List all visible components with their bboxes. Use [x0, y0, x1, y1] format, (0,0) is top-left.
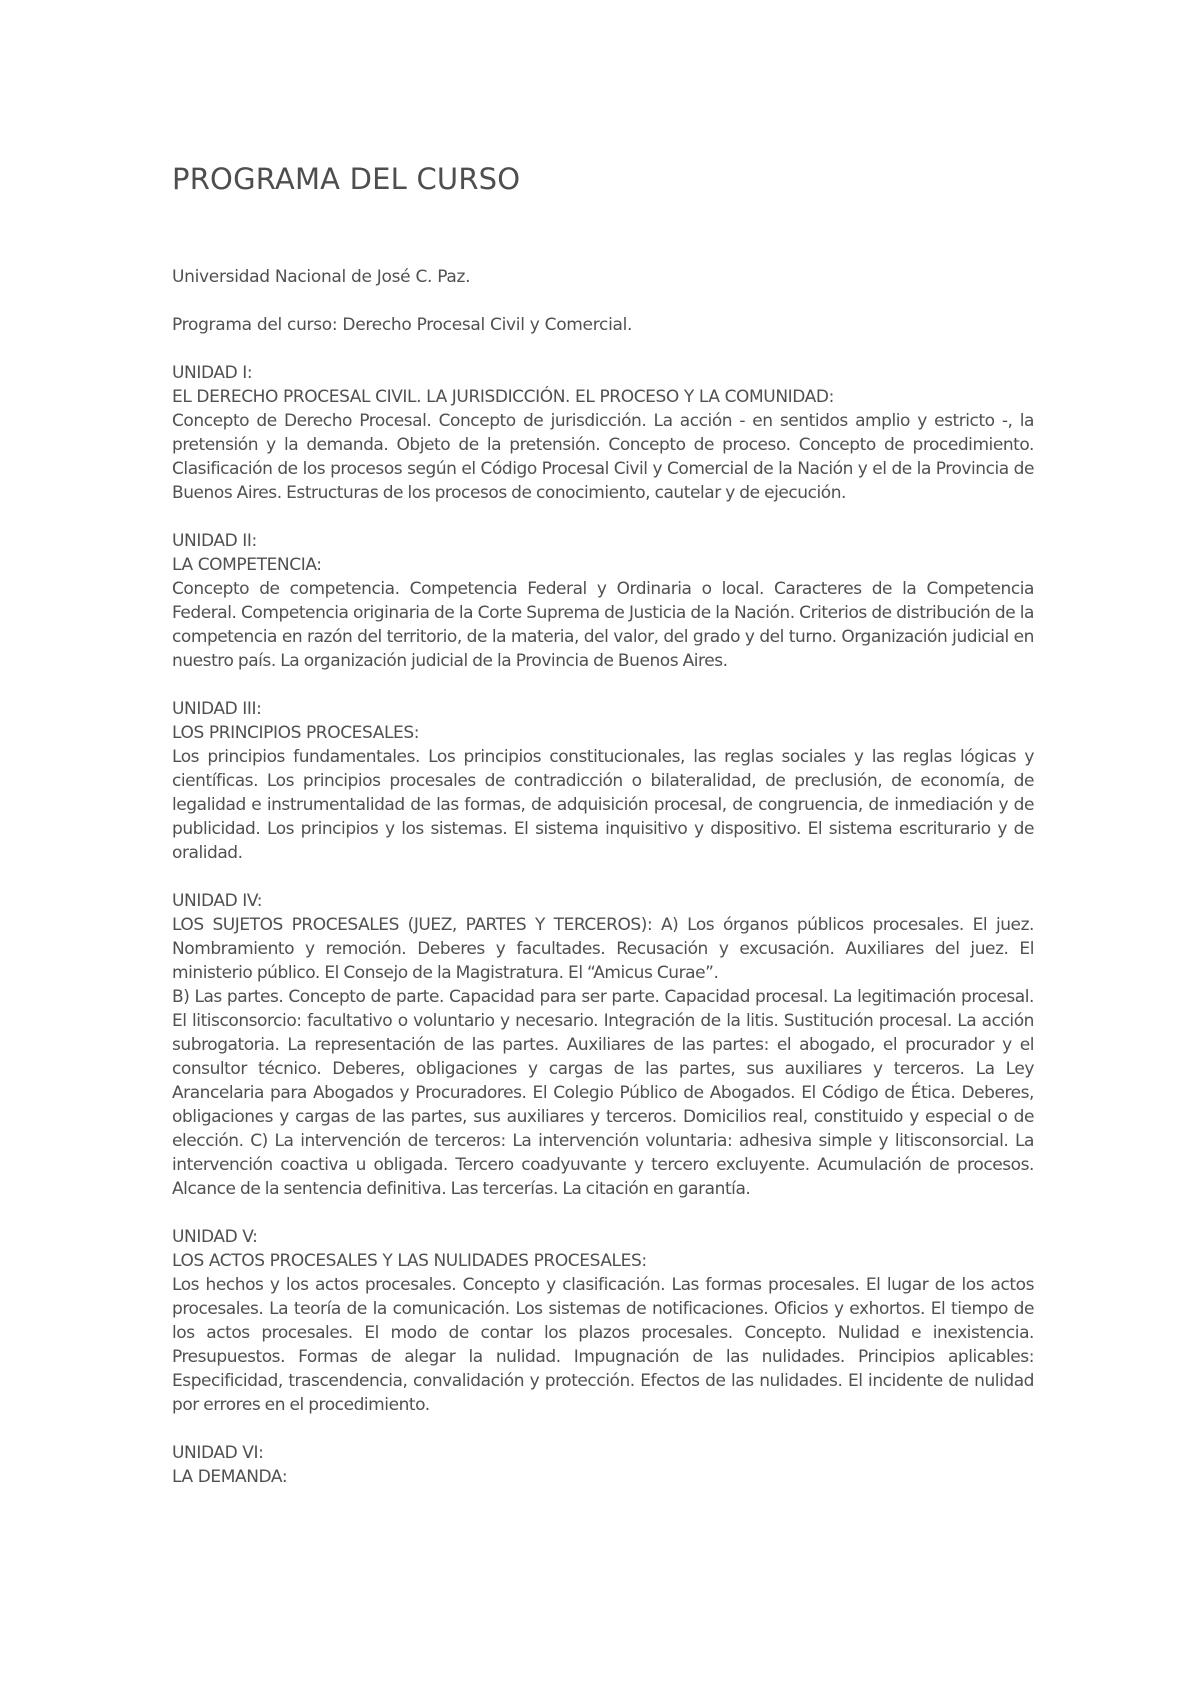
unit-label: UNIDAD I: [172, 363, 253, 383]
unit-section [172, 361, 1034, 505]
unit-title: LA DEMANDA: [172, 1467, 288, 1487]
unit-section [172, 697, 1034, 865]
unit-body: LOS SUJETOS PROCESALES (JUEZ, PARTES Y TERCEROS): A) Los órganos públicos procesales. El juez. Nombramiento y remoción. Deberes y facultades. Recusación y excusación. Auxiliares del juez. El ministerio público. El Consejo de la Magistratura. El “Amicus Curae”. [172, 915, 1034, 983]
unit-label: UNIDAD II: [172, 531, 257, 551]
university-name: Universidad Nacional de José C. Paz. [172, 267, 471, 287]
unit-body: Los hechos y los actos procesales. Concepto y clasificación. Las formas procesales. El lugar de los actos procesales. La teoría de la comunicación. Los sistemas de notificaciones. Oficios y exhortos. El tiempo de los actos procesales. El modo de contar los plazos procesales. Concepto. Nulidad e inexistencia. Presupuestos. Formas de alegar la nulidad. Impugnación de las nulidades. Principios aplicables: Especificidad, trascendencia, convalidación y protección. Efectos de las nulidades. El incidente de nulidad por errores en el procedimiento. [172, 1275, 1034, 1415]
document-title: PROGRAMA DEL CURSO [172, 162, 521, 196]
unit-body: Concepto de competencia. Competencia Federal y Ordinaria o local. Caracteres de la Competencia Federal. Competencia originaria de la Corte Suprema de Justicia de la Nación. Criterios de distribución de la competencia en razón del territorio, de la materia, del valor, del grado y del turno. Organización judicial en nuestro país. La organización judicial de la Provincia de Buenos Aires. [172, 579, 1034, 671]
unit-title: EL DERECHO PROCESAL CIVIL. LA JURISDICCIÓN. EL PROCESO Y LA COMUNIDAD: [172, 387, 834, 407]
unit-label: UNIDAD IV: [172, 891, 263, 911]
unit-section [172, 1441, 1034, 1489]
unit-body: Concepto de Derecho Procesal. Concepto de jurisdicción. La acción - en sentidos amplio y estricto -, la pretensión y la demanda. Objeto de la pretensión. Concepto de proceso. Concepto de procedimiento. Clasificación de los procesos según el Código Procesal Civil y Comercial de la Nación y el de la Provincia de Buenos Aires. Estructuras de los procesos de conocimiento, cautelar y de ejecución. [172, 411, 1034, 503]
unit-section [172, 1225, 1034, 1417]
unit-section [172, 889, 1034, 1201]
unit-section [172, 529, 1034, 673]
unit-body: B) Las partes. Concepto de parte. Capacidad para ser parte. Capacidad procesal. La legitimación procesal. El litisconsorcio: facultativo o voluntario y necesario. Integración de la litis. Sustitución procesal. La acción subrogatoria. La representación de las partes. Auxiliares de las partes: el abogado, el procurador y el consultor técnico. Deberes, obligaciones y cargas de las partes, sus auxiliares y terceros. La Ley Arancelaria para Abogados y Procuradores. El Colegio Público de Abogados. El Código de Ética. Deberes, obligaciones y cargas de las partes, sus auxiliares y terceros. Domicilios real, constituido y especial o de elección. C) La intervención de terceros: La intervención voluntaria: adhesiva simple y litisconsorcial. La intervención coactiva u obligada. Tercero coadyuvante y tercero excluyente. Acumulación de procesos. Alcance de la sentencia definitiva. Las tercerías. La citación en garantía. [172, 987, 1034, 1199]
units-list [172, 361, 1034, 1489]
unit-label: UNIDAD VI: [172, 1443, 264, 1463]
unit-title: LA COMPETENCIA: [172, 555, 322, 575]
course-name: Programa del curso: Derecho Procesal Civil y Comercial. [172, 315, 633, 335]
unit-title: LOS PRINCIPIOS PROCESALES: [172, 723, 420, 743]
unit-body: Los principios fundamentales. Los principios constitucionales, las reglas sociales y las reglas lógicas y científicas. Los principios procesales de contradicción o bilateralidad, de preclusión, de economía, de legalidad e instrumentalidad de las formas, de adquisición procesal, de congruencia, de inmediación y de publicidad. Los principios y los sistemas. El sistema inquisitivo y dispositivo. El sistema escriturario y de oralidad. [172, 747, 1034, 863]
document-page [172, 160, 1034, 1513]
unit-title: LOS ACTOS PROCESALES Y LAS NULIDADES PROCESALES: [172, 1251, 647, 1271]
unit-label: UNIDAD III: [172, 699, 262, 719]
unit-label: UNIDAD V: [172, 1227, 258, 1247]
